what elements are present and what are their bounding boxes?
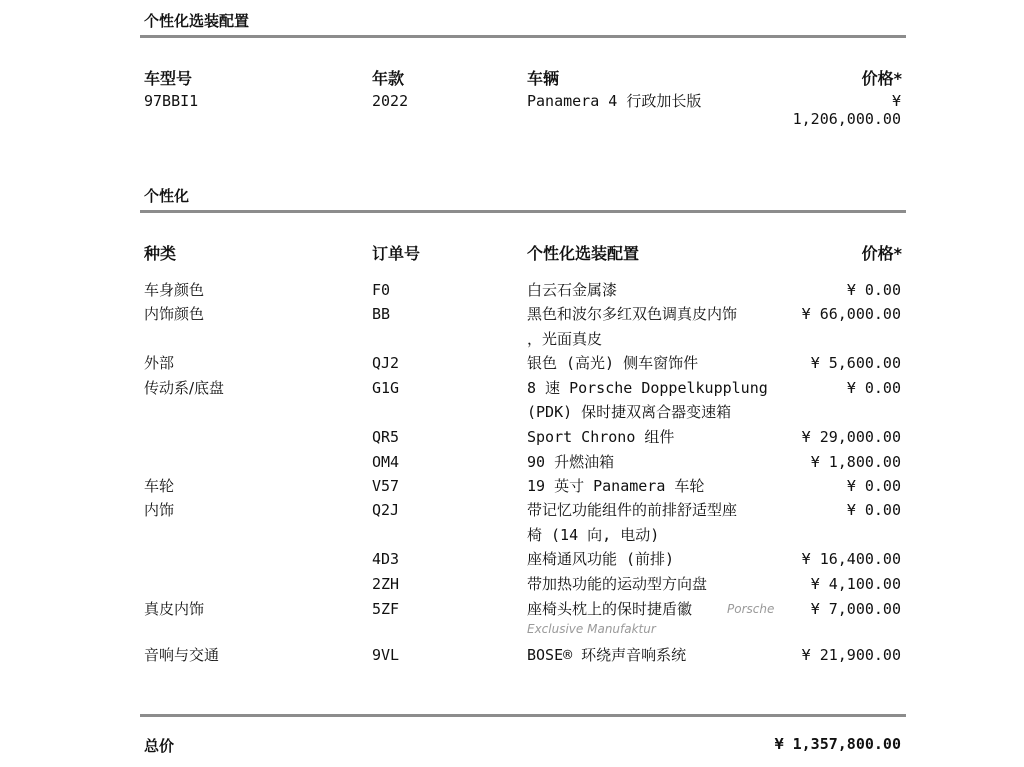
- vehicle-price-symbol: ¥: [891, 92, 901, 110]
- row-config-note: Exclusive Manufaktur: [527, 622, 656, 636]
- row-config-line: 座椅通风功能 (前排): [527, 550, 675, 568]
- vehicle-model-no: 97BBI1: [144, 92, 199, 110]
- vehicle-price-value: 1,206,000.00: [792, 110, 901, 128]
- row-price: ¥ 0.00: [846, 281, 901, 299]
- row-config-line: ，光面真皮: [527, 330, 603, 348]
- row-price: ¥ 0.00: [846, 379, 901, 397]
- row-config-line: 带记忆功能组件的前排舒适型座: [527, 501, 738, 519]
- total-value: ¥ 1,357,800.00: [774, 735, 901, 753]
- header-order-no: 订单号: [372, 244, 421, 263]
- row-code: BB: [372, 305, 391, 323]
- row-category: 外部: [144, 354, 175, 372]
- row-category: 音响与交通: [144, 646, 220, 664]
- row-price: ¥ 29,000.00: [801, 428, 901, 446]
- page-title: 个性化选装配置: [144, 12, 250, 30]
- row-config-line: 8 速 Porsche Doppelkupplung: [527, 379, 768, 397]
- row-code: 5ZF: [372, 600, 400, 618]
- row-category: 内饰颜色: [144, 305, 205, 323]
- row-config-line: 带加热功能的运动型方向盘: [527, 575, 708, 593]
- row-code: V57: [372, 477, 400, 495]
- row-code: F0: [372, 281, 391, 299]
- row-price: ¥ 4,100.00: [810, 575, 901, 593]
- title-divider: [140, 35, 906, 38]
- row-category: 真皮内饰: [144, 600, 205, 618]
- section-divider: [140, 210, 906, 213]
- header-category: 种类: [144, 244, 177, 263]
- row-price: ¥ 5,600.00: [810, 354, 901, 372]
- row-category: 车轮: [144, 477, 175, 495]
- row-price: ¥ 66,000.00: [801, 305, 901, 323]
- row-price: ¥ 7,000.00: [810, 600, 901, 618]
- row-code: 4D3: [372, 550, 400, 568]
- row-code: QJ2: [372, 354, 400, 372]
- row-category: 传动系/底盘: [144, 379, 225, 397]
- header-vehicle: 车辆: [527, 69, 560, 88]
- row-code: 2ZH: [372, 575, 400, 593]
- row-price: ¥ 0.00: [846, 477, 901, 495]
- header-model-no: 车型号: [144, 69, 193, 88]
- header-config: 个性化选装配置: [527, 244, 640, 263]
- row-code: Q2J: [372, 501, 400, 519]
- row-config-line: BOSE® 环绕声音响系统: [527, 646, 687, 664]
- row-config-line: Sport Chrono 组件: [527, 428, 675, 446]
- row-config-line: 黑色和波尔多红双色调真皮内饰: [527, 305, 738, 323]
- row-config-line: 银色 (高光) 侧车窗饰件: [527, 354, 699, 372]
- row-price: ¥ 16,400.00: [801, 550, 901, 568]
- row-price: ¥ 21,900.00: [801, 646, 901, 664]
- header-price: 价格*: [861, 69, 902, 88]
- row-code: G1G: [372, 379, 400, 397]
- total-divider: [140, 714, 906, 717]
- vehicle-name: Panamera 4 行政加长版: [527, 92, 702, 110]
- row-code: OM4: [372, 453, 400, 471]
- row-config-line: 座椅头枕上的保时捷盾徽: [527, 600, 693, 618]
- row-config-line: 白云石金属漆: [527, 281, 618, 299]
- row-category: 内饰: [144, 501, 175, 519]
- row-price: ¥ 1,800.00: [810, 453, 901, 471]
- row-category: 车身颜色: [144, 281, 205, 299]
- header-price-2: 价格*: [861, 244, 902, 263]
- header-year: 年款: [372, 69, 405, 88]
- row-code: QR5: [372, 428, 400, 446]
- row-price: ¥ 0.00: [846, 501, 901, 519]
- row-config-note: Porsche: [727, 602, 775, 616]
- total-label: 总价: [144, 737, 175, 755]
- row-config-line: 19 英寸 Panamera 车轮: [527, 477, 705, 495]
- vehicle-year: 2022: [372, 92, 409, 110]
- row-config-line: 90 升燃油箱: [527, 453, 615, 471]
- row-config-line: 椅 (14 向, 电动): [527, 526, 660, 544]
- row-code: 9VL: [372, 646, 400, 664]
- section-title-personalization: 个性化: [144, 187, 190, 205]
- row-config-line: (PDK) 保时捷双离合器变速箱: [527, 403, 732, 421]
